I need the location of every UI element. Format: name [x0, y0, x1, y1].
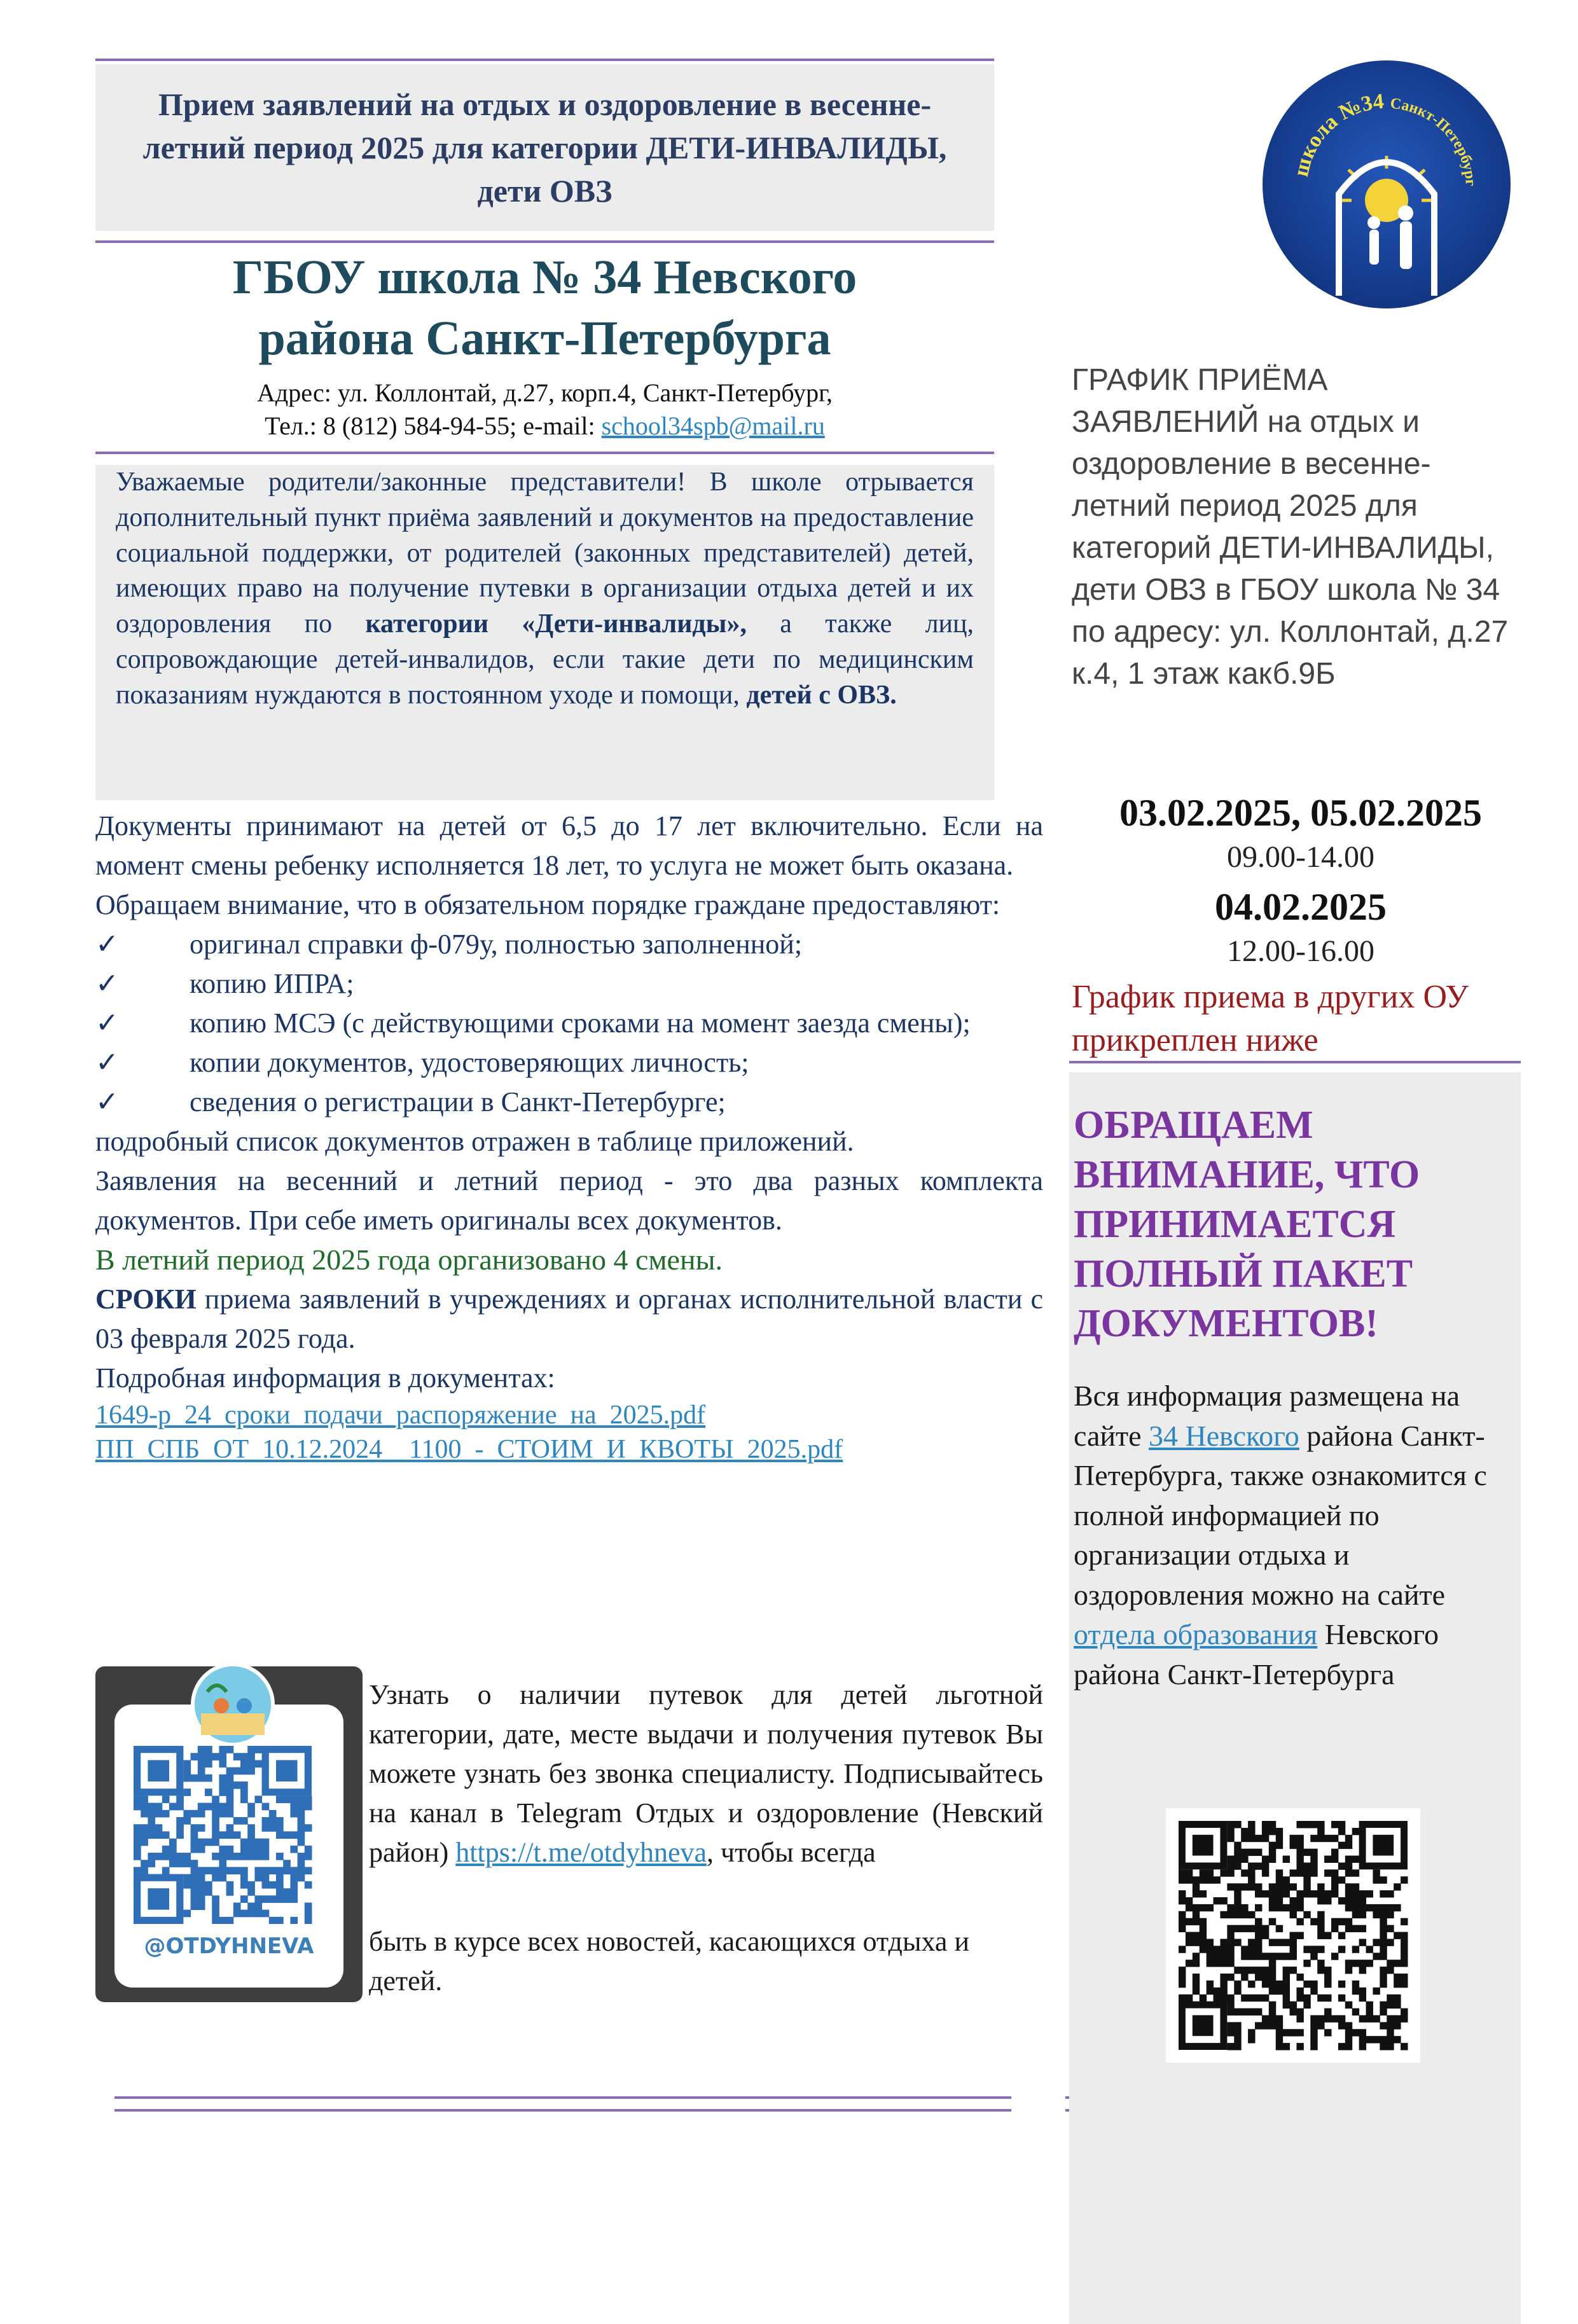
- checklist-item: ✓ копии документов, удостоверяющих личность;: [95, 1043, 1043, 1082]
- address-line: Адрес: ул. Коллонтай, д.27, корп.4, Санкт-Петербург,: [257, 378, 833, 407]
- telegram-link[interactable]: https://t.me/otdyhneva: [455, 1837, 707, 1868]
- telegram-qr-code[interactable]: [134, 1746, 324, 1924]
- info-text: Вся информация размещена на сайте 34 Невского района Санкт-Петербурга, также ознакомится с полной информацией по организации отдыха и оздоровления можно на сайте отдела образования Невского района Санкт-Петербурга: [1074, 1380, 1487, 1691]
- school-site-link[interactable]: 34 Невского: [1149, 1419, 1299, 1452]
- check-icon: ✓: [95, 1007, 119, 1039]
- footer-rule-left-1: [114, 2096, 1011, 2099]
- phone-text: Тел.: 8 (812) 584-94-55; e-mail:: [265, 412, 602, 440]
- schedule-time-1: 09.00-14.00: [1227, 840, 1374, 874]
- intro-box: [95, 465, 994, 800]
- info-qr-code[interactable]: [1166, 1808, 1420, 2063]
- check-icon: ✓: [95, 929, 119, 960]
- check-icon: ✓: [95, 1047, 119, 1078]
- required-docs-intro: Обращаем внимание, что в обязательном порядке граждане предоставляют:: [95, 889, 1000, 920]
- email-link[interactable]: school34spb@mail.ru: [601, 412, 825, 440]
- intro-text-2: а также лиц, сопровождающие детей-инвалидов, если такие дети по медицинским показаниям нуждаются в постоянном уходе и помощи,: [116, 609, 974, 710]
- checklist-item: ✓ оригинал справки ф-079у, полностью заполненной;: [95, 925, 1043, 964]
- deadlines-paragraph: СРОКИ приема заявлений в учреждениях и органах исполнительной власти с 03 февраля 2025 года.: [95, 1283, 1043, 1354]
- schedule-dates-2: 04.02.2025: [1215, 886, 1387, 928]
- banner-title: Прием заявлений на отдых и оздоровление в весенне-летний период 2025 для категории ДЕТИ-ИНВАЛИДЫ, дети ОВЗ: [142, 86, 947, 209]
- attention-title: ОБРАЩАЕМ ВНИМАНИЕ, ЧТО ПРИНИМАЕТСЯ ПОЛНЫЙ ПАКЕТ ДОКУМЕНТОВ!: [1074, 1103, 1420, 1345]
- telegram-handle: @OTDYHNEVA: [144, 1933, 314, 1959]
- doc-link-quotas[interactable]: ПП_СПБ_ОТ_10.12.2024__1100_-_СТОИМ_И_КВОТЫ_2025.pdf: [95, 1435, 843, 1464]
- age-paragraph: Документы принимают на детей от 6,5 до 17 лет включительно. Если на момент смены ребенку исполняется 18 лет, то услуга не может быть оказана.: [95, 810, 1043, 881]
- contact-line: [95, 410, 994, 443]
- checklist-item: ✓ копию МСЭ (с действующими сроками на момент заезда смены);: [95, 1004, 1043, 1043]
- schedule-dates-1: 03.02.2025, 05.02.2025: [1119, 792, 1482, 834]
- banner-bottom-rule: [95, 240, 994, 243]
- schedule-title: ГРАФИК ПРИЁМА ЗАЯВЛЕНИЙ на отдых и оздоровление в весенне-летний период 2025 для категорий ДЕТИ-ИНВАЛИДЫ, дети ОВЗ в ГБОУ школа № 34 по адресу: ул. Коллонтай, д.27 к.4, 1 этаж какб.9Б: [1072, 363, 1509, 691]
- checklist-item: ✓ сведения о регистрации в Санкт-Петербурге;: [95, 1082, 1043, 1122]
- details-label: Подробная информация в документах:: [95, 1362, 555, 1394]
- doc-links: [95, 1398, 1043, 1467]
- top-rule: [95, 59, 994, 61]
- doc-link-deadlines[interactable]: 1649-р_24_сроки_подачи_распоряжение_на_2025.pdf: [95, 1401, 706, 1430]
- education-dept-link[interactable]: отдела образования: [1074, 1618, 1318, 1650]
- school-name-line-2: района Санкт-Петербурга: [258, 312, 831, 365]
- checklist: [95, 925, 1043, 1122]
- two-sets-paragraph: Заявления на весенний и летний период - это два разных комплекта документов. При себе иметь оригиналы всех документов.: [95, 1165, 1043, 1236]
- intro-text-1: Уважаемые родители/законные представители! В школе отрывается дополнительный пункт приёма заявлений и документов на предоставление социальной поддержки, от родителей (законных представителей) детей, имеющих право на получение путевки в организации отдыха детей и их оздоровления по: [116, 467, 974, 639]
- address-bottom-rule: [95, 452, 994, 454]
- footer-rule-left-2: [114, 2109, 1011, 2112]
- school-logo: [1263, 60, 1511, 308]
- school-name-line-1: ГБОУ школа № 34 Невского: [232, 251, 857, 304]
- intro-bold-2: детей с ОВЗ.: [746, 680, 897, 710]
- logo-arc-text: школа №34 Санкт-Петербург: [1289, 89, 1479, 187]
- check-icon: ✓: [95, 968, 119, 999]
- telegram-text: Узнать о наличии путевок для детей льготной категории, дате, месте выдачи и получения путевок Вы можете узнать без звонка специалисту. Подписывайтесь на канал в Telegram Отдых и оздоровление (Невский район) https://t.me/otdyhneva, чтобы всегда: [369, 1679, 1043, 1868]
- school-title: [95, 247, 994, 369]
- checklist-item: ✓ копию ИПРА;: [95, 964, 1043, 1004]
- shifts-paragraph: В летний период 2025 года организовано 4 смены.: [95, 1243, 723, 1276]
- schedule-note: График приема в других ОУ прикреплен ниже: [1072, 979, 1469, 1058]
- check-icon: ✓: [95, 1086, 119, 1117]
- docs-table-note: подробный список документов отражен в таблице приложений.: [95, 1126, 854, 1157]
- deadlines-label: СРОКИ: [95, 1283, 197, 1315]
- main-body: [95, 806, 1043, 1467]
- school-address: [95, 377, 994, 443]
- schedule-time-2: 12.00-16.00: [1227, 934, 1374, 968]
- channel-logo-icon: [191, 1663, 275, 1746]
- telegram-text-continued: быть в курсе всех новостей, касающихся отдыха и детей.: [369, 1926, 970, 1996]
- intro-bold-1: категории «Дети-инвалиды»,: [365, 609, 747, 639]
- top-banner: [95, 64, 994, 231]
